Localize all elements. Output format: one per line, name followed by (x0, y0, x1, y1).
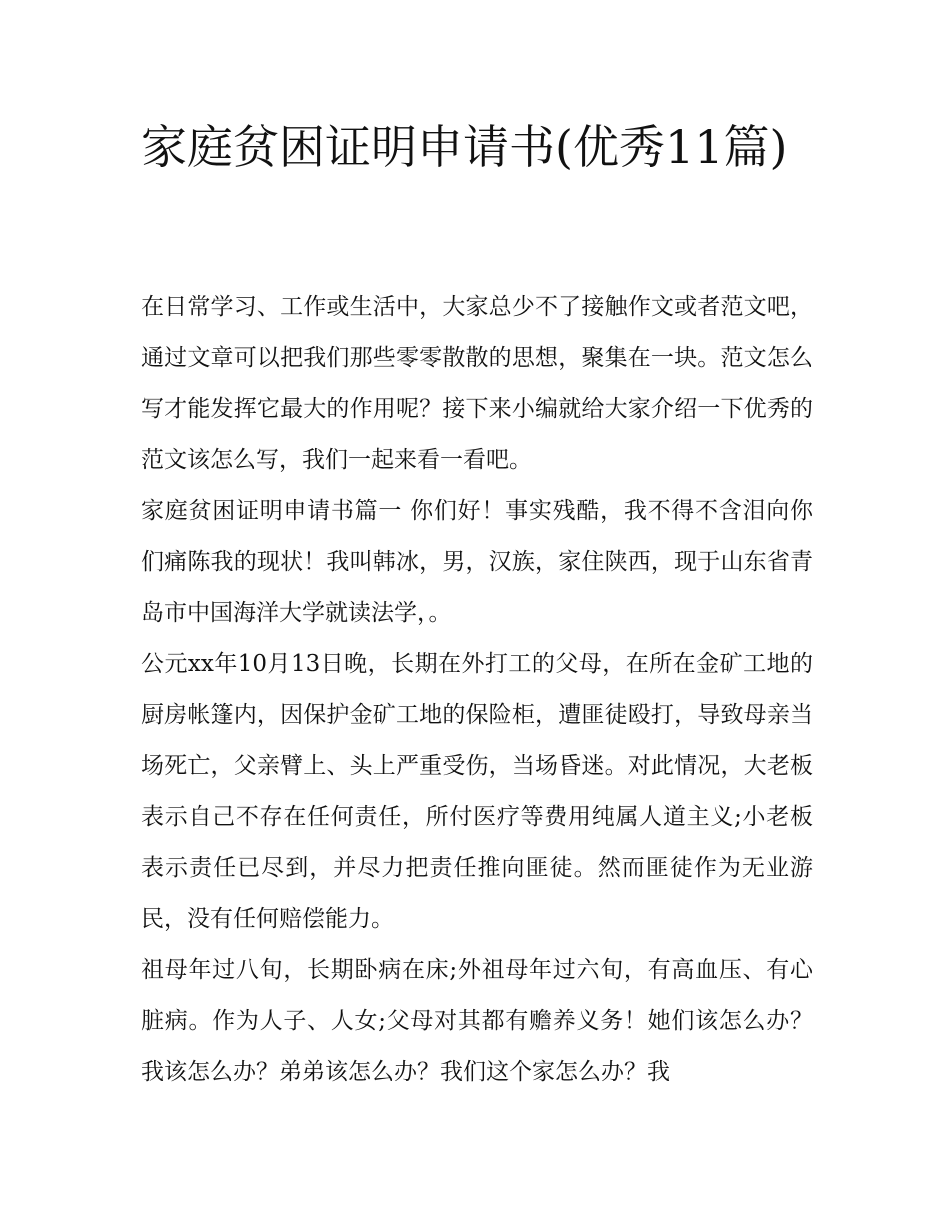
paragraph-family-situation: 祖母年过八旬，长期卧病在床;外祖母年过六旬，有高血压、有心脏病。作为人子、人女;父母对其都有赡养义务！她们该怎么办？我该怎么办？弟弟该怎么办？我们这个家怎么办？我 (141, 957, 813, 1085)
document-body (141, 282, 813, 1098)
paragraph-intro: 在日常学习、工作或生活中，大家总少不了接触作文或者范文吧，通过文章可以把我们那些零零散散的思想，聚集在一块。范文怎么写才能发挥它最大的作用呢？接下来小编就给大家介绍一下优秀的范文该怎么写，我们一起来看一看吧。 (141, 294, 813, 473)
paragraph-incident: 公元xx年10月13日晚，长期在外打工的父母，在所在金矿工地的厨房帐篷内，因保护金矿工地的保险柜，遭匪徒殴打，导致母亲当场死亡，父亲臂上、头上严重受伤，当场昏迷。对此情况，大老板表示自己不存在任何责任，所付医疗等费用纯属人道主义;小老板表示责任已尽到，并尽力把责任推向匪徒。然而匪徒作为无业游民，没有任何赔偿能力。 (141, 651, 813, 932)
document-title: 家庭贫困证明申请书(优秀11篇) (141, 120, 788, 174)
paragraph-letter-opening: 家庭贫困证明申请书篇一 你们好！事实残酷，我不得不含泪向你们痛陈我的现状！我叫韩冰，男，汉族，家住陕西，现于山东省青岛市中国海洋大学就读法学，。 (141, 498, 813, 626)
